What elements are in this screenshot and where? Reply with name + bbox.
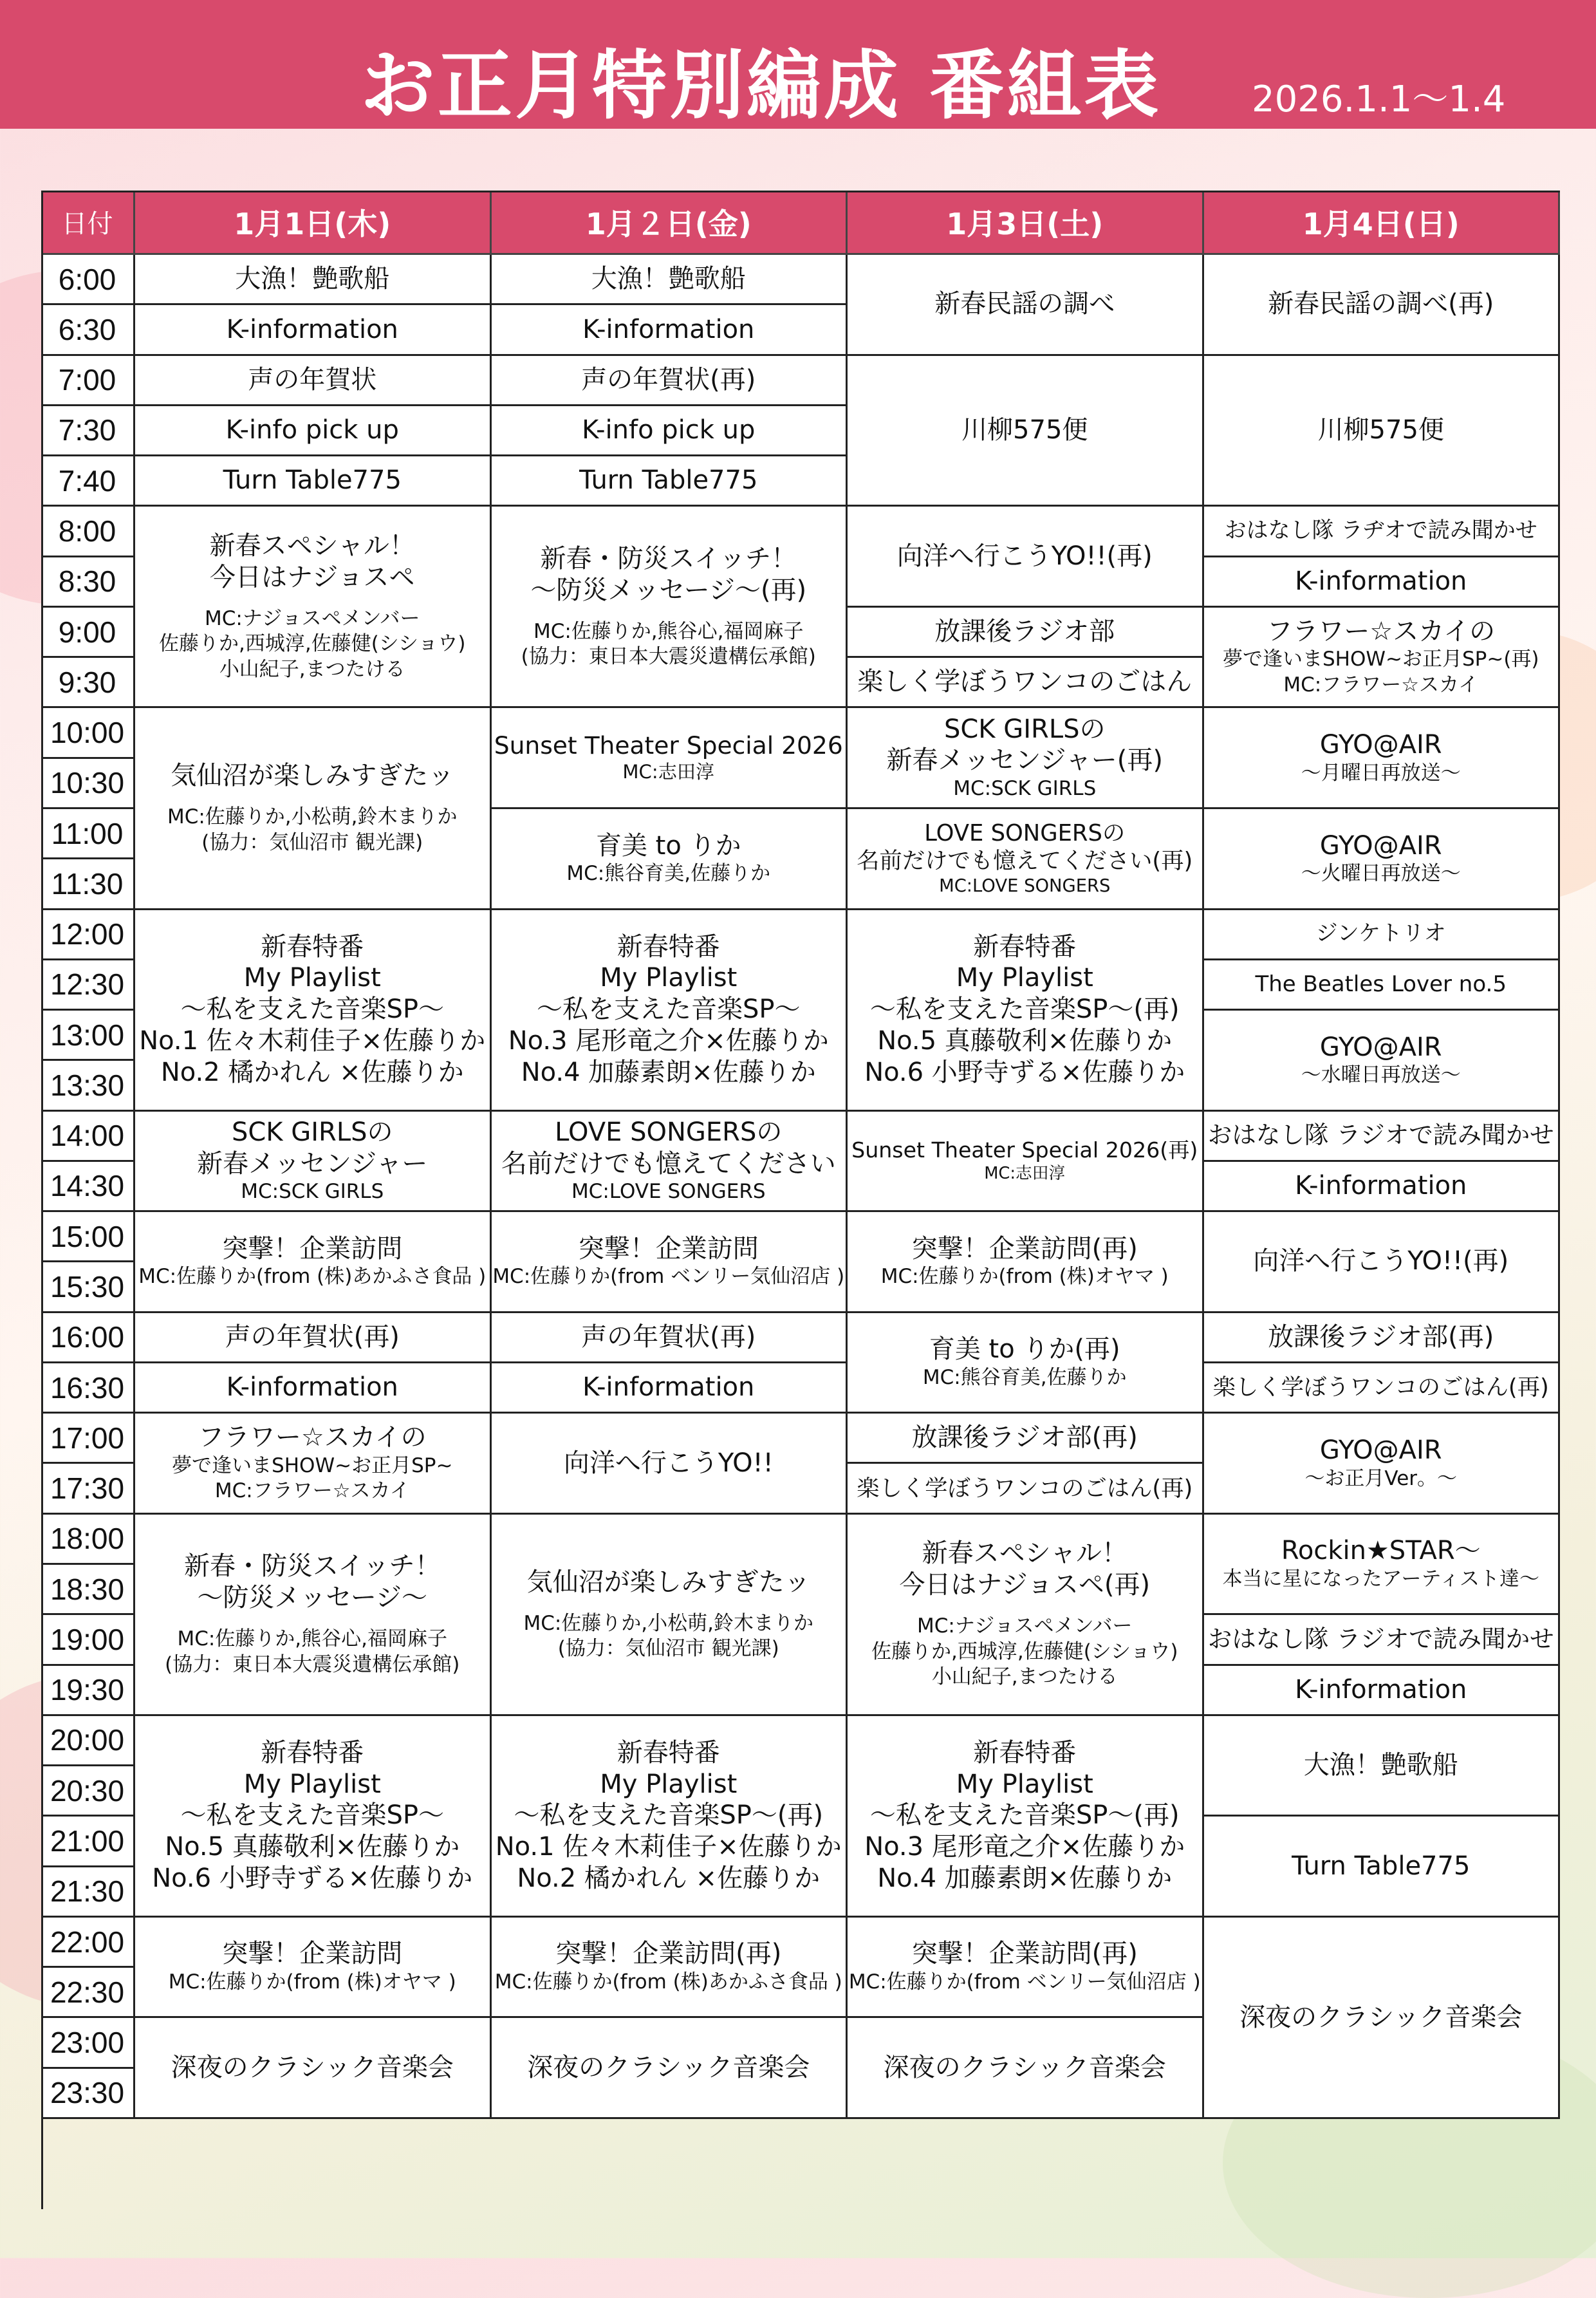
- program-cell: [848, 507, 1204, 608]
- program-title: おはなし隊 ラジオで読み聞かせ: [1207, 1121, 1554, 1150]
- time-slot-label: 16:00: [41, 1313, 135, 1363]
- time-slot-label: 20:00: [41, 1716, 135, 1766]
- program-title: 気仙沼が楽しみすぎたッ: [171, 761, 454, 791]
- program-title: 突撃！企業訪問(再): [911, 1233, 1138, 1264]
- program-title: Turn Table775: [1292, 1851, 1471, 1881]
- program-title: 育美 to りか(再): [929, 1334, 1120, 1365]
- program-title: 深夜のクラシック音楽会: [1239, 2002, 1523, 2032]
- program-title: 気仙沼が楽しみすぎたッ: [526, 1567, 810, 1597]
- program-cell: [848, 1464, 1204, 1514]
- program-detail: 本当に星になったアーティスト達〜: [1222, 1567, 1540, 1591]
- program-title: GYO@AIR: [1319, 1032, 1442, 1062]
- day-header-4: 1月4日(日): [1204, 191, 1561, 255]
- program-title: My Playlist: [956, 1769, 1093, 1799]
- program-cell: [135, 507, 492, 708]
- time-slot-label: 13:00: [41, 1011, 135, 1061]
- program-detail: MC:ナジョスペメンバー: [917, 1614, 1133, 1638]
- page-title: お正月特別編成 番組表: [360, 42, 1162, 129]
- program-detail: (協力：東日本大震災遺構伝承館): [521, 645, 816, 669]
- program-title: 声の年賀状: [248, 364, 377, 395]
- time-slot-label: 17:30: [41, 1464, 135, 1514]
- program-title: Turn Table775: [223, 465, 402, 496]
- program-detail: MC:佐藤りか(from (株)オヤマ ): [168, 1970, 456, 1994]
- program-title: 新春特番: [617, 1737, 720, 1768]
- program-cell: [492, 910, 848, 1112]
- program-title: 大漁！艶歌船: [591, 264, 746, 294]
- program-cell: [492, 1414, 848, 1515]
- time-slot-label: 18:30: [41, 1565, 135, 1615]
- time-slot-label: 15:30: [41, 1262, 135, 1312]
- program-detail: MC:SCK GIRLS: [953, 777, 1097, 801]
- date-range: 2026.1.1〜1.4: [1252, 79, 1506, 120]
- program-title: 〜私を支えた音楽SP〜: [536, 995, 801, 1025]
- time-slot-label: 21:00: [41, 1817, 135, 1867]
- program-cell: [1204, 1817, 1561, 1918]
- program-title: No.5 真藤敬利×佐藤りか: [165, 1832, 460, 1862]
- time-slot-label: 12:00: [41, 910, 135, 960]
- program-title: No.6 小野寺ずる×佐藤りか: [152, 1864, 473, 1894]
- program-title: LOVE SONGERSの: [924, 820, 1126, 847]
- program-cell: [492, 456, 848, 507]
- program-cell: [492, 1716, 848, 1918]
- program-title: 新春特番: [973, 931, 1077, 962]
- program-cell: [1204, 608, 1561, 709]
- table-margin-line: [41, 2119, 43, 2209]
- program-cell: [1204, 557, 1561, 608]
- program-title: 突撃！企業訪問(再): [555, 1939, 782, 1969]
- program-title: フラワー☆スカイの: [1267, 616, 1496, 646]
- program-cell: [135, 1414, 492, 1515]
- time-slot-label: 9:30: [41, 658, 135, 708]
- program-cell: [492, 1212, 848, 1313]
- program-title: 名前だけでも憶えてください(再): [857, 848, 1193, 875]
- program-cell: [492, 1313, 848, 1363]
- program-cell: [1204, 1212, 1561, 1313]
- program-title: No.6 小野寺ずる×佐藤りか: [864, 1057, 1185, 1087]
- program-cell: [492, 255, 848, 305]
- program-cell: [135, 708, 492, 910]
- program-cell: [492, 1515, 848, 1716]
- program-cell: [848, 1716, 1204, 1918]
- program-title: 新春特番: [261, 1737, 364, 1768]
- program-title: No.4 加藤素朗×佐藤りか: [521, 1057, 816, 1087]
- program-cell: [848, 708, 1204, 809]
- program-title: No.4 加藤素朗×佐藤りか: [877, 1864, 1173, 1894]
- program-title: 声の年賀状(再): [225, 1322, 400, 1352]
- program-title: 〜私を支えた音楽SP〜: [180, 995, 444, 1025]
- program-title: No.2 橘かれん ×佐藤りか: [160, 1057, 464, 1087]
- program-title: No.5 真藤敬利×佐藤りか: [877, 1025, 1173, 1056]
- program-title: 新春民謡の調べ(再): [1268, 289, 1494, 319]
- program-title: 放課後ラジオ部(再): [911, 1423, 1138, 1453]
- program-title: 楽しく学ぼうワンコのごはん(再): [1212, 1374, 1549, 1401]
- program-title: 大漁！艶歌船: [235, 264, 390, 294]
- time-slot-label: 23:30: [41, 2069, 135, 2119]
- program-cell: [135, 1112, 492, 1213]
- program-cell: [1204, 356, 1561, 507]
- program-cell: [848, 658, 1204, 708]
- program-cell: [492, 809, 848, 910]
- program-detail: MC:志田淳: [622, 761, 715, 783]
- program-detail: MC:熊谷育美,佐藤りか: [566, 862, 771, 886]
- program-title: 向洋へ行こうYO!!(再): [1253, 1246, 1509, 1276]
- program-title: 〜私を支えた音楽SP〜(再): [869, 1800, 1180, 1831]
- program-title: The Beatles Lover no.5: [1255, 971, 1507, 997]
- time-slot-label: 19:00: [41, 1615, 135, 1665]
- program-title: No.3 尾形竜之介×佐藤りか: [508, 1025, 829, 1056]
- time-slot-label: 14:30: [41, 1162, 135, 1212]
- program-cell: [848, 356, 1204, 507]
- program-title: 大漁！艶歌船: [1303, 1750, 1458, 1780]
- day-header-1: 1月1日(木): [135, 191, 492, 255]
- program-cell: [1204, 1515, 1561, 1616]
- program-title: ジンケトリオ: [1315, 920, 1446, 947]
- program-title: 新春特番: [973, 1737, 1077, 1768]
- time-slot-label: 18:00: [41, 1515, 135, 1565]
- program-detail: MC:佐藤りか(from (株)オヤマ ): [880, 1265, 1169, 1289]
- program-cell: [848, 2018, 1204, 2119]
- program-title: GYO@AIR: [1319, 1435, 1442, 1465]
- program-detail: 小山紀子,まつたける: [219, 658, 405, 682]
- program-title: 川柳575便: [1317, 415, 1444, 445]
- time-slot-label: 8:00: [41, 507, 135, 557]
- program-title: 向洋へ行こうYO!!(再): [896, 541, 1153, 571]
- program-cell: [1204, 910, 1561, 960]
- program-detail: (協力：気仙沼市 観光課): [201, 830, 423, 854]
- program-title: 〜防災メッセージ〜(再): [530, 575, 807, 605]
- time-slot-label: 10:00: [41, 708, 135, 758]
- program-title: 声の年賀状(再): [581, 1322, 756, 1352]
- program-title: 〜私を支えた音楽SP〜(再): [869, 995, 1180, 1025]
- time-slot-label: 12:30: [41, 960, 135, 1011]
- program-title: My Playlist: [600, 1769, 738, 1799]
- time-slot-label: 23:00: [41, 2018, 135, 2068]
- program-cell: [492, 305, 848, 355]
- program-cell: [492, 708, 848, 809]
- program-title: 新春・防災スイッチ！: [540, 543, 797, 574]
- program-title: 楽しく学ぼうワンコのごはん: [857, 667, 1192, 697]
- program-title: SCK GIRLSの: [943, 714, 1106, 744]
- program-title: LOVE SONGERSの: [555, 1117, 783, 1147]
- page-header: [0, 0, 1596, 129]
- program-title: おはなし隊 ラヂオで読み聞かせ: [1224, 518, 1537, 544]
- program-detail: MC:SCK GIRLS: [241, 1180, 384, 1204]
- program-title: 新春メッセンジャー: [197, 1148, 428, 1179]
- program-title: 新春メッセンジャー(再): [886, 745, 1163, 776]
- program-title: K-info pick up: [582, 415, 756, 445]
- program-title: 新春民謡の調べ: [934, 289, 1115, 319]
- program-title: 深夜のクラシック音楽会: [171, 2052, 454, 2082]
- program-title: My Playlist: [600, 963, 738, 993]
- program-title: K-information: [582, 1372, 755, 1403]
- program-detail: MC:佐藤りか,熊谷心,福岡麻子: [533, 619, 804, 643]
- program-cell: [135, 2018, 492, 2119]
- program-title: 深夜のクラシック音楽会: [883, 2052, 1166, 2082]
- program-cell: [1204, 1011, 1561, 1112]
- program-title: 深夜のクラシック音楽会: [527, 2052, 810, 2082]
- time-slot-label: 13:30: [41, 1061, 135, 1111]
- program-title: No.1 佐々木莉佳子×佐藤りか: [139, 1025, 486, 1056]
- program-detail: 〜月曜日再放送〜: [1301, 761, 1461, 785]
- program-title: 新春・防災スイッチ！: [184, 1551, 441, 1582]
- program-title: K-info pick up: [225, 415, 399, 445]
- program-cell: [1204, 960, 1561, 1011]
- program-cell: [135, 1212, 492, 1313]
- time-slot-label: 11:00: [41, 809, 135, 859]
- program-cell: [135, 456, 492, 507]
- program-detail: MC:佐藤りか,小松萌,鈴木まりか: [167, 805, 458, 829]
- program-title: Turn Table775: [579, 465, 758, 496]
- program-cell: [492, 1112, 848, 1213]
- program-cell: [1204, 1363, 1561, 1414]
- time-slot-label: 10:30: [41, 759, 135, 809]
- day-header-3: 1月3日(土): [848, 191, 1204, 255]
- program-cell: [848, 255, 1204, 356]
- time-slot-label: 21:30: [41, 1867, 135, 1918]
- program-detail: 〜水曜日再放送〜: [1301, 1063, 1461, 1087]
- program-title: No.3 尾形竜之介×佐藤りか: [864, 1832, 1185, 1862]
- program-cell: [1204, 1162, 1561, 1212]
- program-title: 突撃！企業訪問(再): [911, 1939, 1138, 1969]
- program-cell: [1204, 1615, 1561, 1665]
- program-detail: MC:ナジョスペメンバー: [205, 606, 420, 630]
- program-cell: [1204, 1414, 1561, 1515]
- program-title: フラワー☆スカイの: [198, 1422, 427, 1452]
- program-title: GYO@AIR: [1319, 729, 1442, 760]
- program-schedule-table: [41, 191, 1560, 2119]
- program-title: 突撃！企業訪問: [222, 1939, 403, 1969]
- program-cell: [848, 1414, 1204, 1464]
- program-detail: MC:佐藤りか,小松萌,鈴木まりか: [523, 1611, 814, 1635]
- program-detail: MC:フラワー☆スカイ: [214, 1479, 410, 1503]
- program-cell: [1204, 507, 1561, 557]
- program-title: 新春スペシャル！: [922, 1538, 1127, 1569]
- program-cell: [1204, 1112, 1561, 1162]
- program-title: K-information: [1295, 566, 1467, 596]
- time-slot-label: 8:30: [41, 557, 135, 608]
- time-slot-label: 17:00: [41, 1414, 135, 1464]
- program-cell: [135, 1363, 492, 1414]
- program-detail: 小山紀子,まつたける: [931, 1665, 1118, 1689]
- program-cell: [492, 1363, 848, 1414]
- program-title: 新春特番: [261, 931, 364, 962]
- program-detail: MC:佐藤りか(from ベンリー気仙沼店 ): [848, 1970, 1201, 1994]
- time-slot-label: 20:30: [41, 1766, 135, 1817]
- program-title: K-information: [1295, 1171, 1467, 1201]
- program-title: No.2 橘かれん ×佐藤りか: [517, 1864, 821, 1894]
- program-cell: [1204, 1918, 1561, 2119]
- time-slot-label: 14:00: [41, 1112, 135, 1162]
- program-cell: [1204, 1313, 1561, 1363]
- program-title: K-information: [226, 1372, 398, 1403]
- program-detail: (協力：気仙沼市 観光課): [557, 1637, 779, 1661]
- program-cell: [848, 608, 1204, 658]
- program-cell: [848, 1918, 1204, 2019]
- program-cell: [848, 910, 1204, 1112]
- program-cell: [1204, 255, 1561, 356]
- program-cell: [1204, 809, 1561, 910]
- time-slot-label: 15:00: [41, 1212, 135, 1262]
- program-cell: [492, 2018, 848, 2119]
- time-slot-label: 9:00: [41, 608, 135, 658]
- program-cell: [135, 1918, 492, 2019]
- program-title: My Playlist: [243, 1769, 381, 1799]
- program-cell: [492, 356, 848, 406]
- program-detail: MC:熊谷育美,佐藤りか: [922, 1366, 1127, 1389]
- corner-date-label: 日付: [41, 191, 135, 255]
- program-title: 〜私を支えた音楽SP〜: [180, 1800, 444, 1831]
- program-detail: MC:佐藤りか(from (株)あかふさ食品 ): [494, 1970, 842, 1994]
- program-cell: [848, 809, 1204, 910]
- program-title: 川柳575便: [961, 415, 1088, 445]
- program-cell: [492, 1918, 848, 2019]
- program-title: 声の年賀状(再): [581, 364, 756, 395]
- program-title: 新春特番: [617, 931, 720, 962]
- program-cell: [492, 406, 848, 456]
- program-detail: MC:佐藤りか(from ベンリー気仙沼店 ): [492, 1265, 845, 1289]
- program-title: 楽しく学ぼうワンコのごはん(再): [857, 1475, 1193, 1502]
- program-cell: [135, 1515, 492, 1716]
- program-cell: [135, 1313, 492, 1363]
- time-slot-label: 7:30: [41, 406, 135, 456]
- program-title: My Playlist: [243, 963, 381, 993]
- program-title: SCK GIRLSの: [231, 1117, 393, 1147]
- program-detail: 〜お正月Ver。〜: [1304, 1466, 1458, 1490]
- time-slot-label: 19:30: [41, 1666, 135, 1716]
- program-title: 突撃！企業訪問: [578, 1233, 759, 1264]
- program-detail: MC:佐藤りか,熊谷心,福岡麻子: [177, 1627, 448, 1650]
- program-cell: [135, 406, 492, 456]
- time-slot-label: 6:00: [41, 255, 135, 305]
- time-slot-label: 22:00: [41, 1918, 135, 1968]
- day-header-2: 1月２日(金): [492, 191, 848, 255]
- program-cell: [135, 910, 492, 1112]
- program-title: 放課後ラジオ部(再): [1268, 1322, 1494, 1352]
- program-title: 名前だけでも憶えてください: [501, 1148, 836, 1179]
- program-detail: 佐藤りか,西城淳,佐藤健(シショウ): [871, 1639, 1178, 1663]
- time-slot-label: 16:30: [41, 1363, 135, 1414]
- program-detail: 佐藤りか,西城淳,佐藤健(シショウ): [159, 632, 466, 656]
- program-cell: [135, 356, 492, 406]
- program-title: 育美 to りか: [595, 830, 741, 861]
- program-title: 〜防災メッセージ〜: [197, 1583, 428, 1613]
- program-title: GYO@AIR: [1319, 830, 1442, 861]
- program-cell: [848, 1112, 1204, 1213]
- program-title: Sunset Theater Special 2026(再): [851, 1137, 1198, 1163]
- program-title: 〜私を支えた音楽SP〜(再): [514, 1800, 824, 1831]
- program-title: My Playlist: [956, 963, 1093, 993]
- program-detail: (協力：東日本大震災遺構伝承館): [165, 1652, 460, 1676]
- program-title: Rockin★STAR〜: [1281, 1536, 1481, 1566]
- program-title: 放課後ラジオ部: [934, 617, 1115, 647]
- program-cell: [848, 1212, 1204, 1313]
- program-cell: [848, 1313, 1204, 1414]
- program-detail: 〜火曜日再放送〜: [1301, 862, 1461, 886]
- program-cell: [492, 507, 848, 708]
- time-slot-label: 7:00: [41, 356, 135, 406]
- program-title: K-information: [582, 314, 755, 344]
- program-cell: [135, 305, 492, 355]
- program-detail: 夢で逢いまSHOW~お正月SP~(再): [1222, 648, 1539, 671]
- program-title: K-information: [1295, 1674, 1467, 1705]
- program-title: No.1 佐々木莉佳子×佐藤りか: [495, 1832, 842, 1862]
- program-title: 新春スペシャル！: [209, 531, 415, 561]
- time-slot-label: 7:40: [41, 456, 135, 507]
- program-title: 向洋へ行こうYO!!: [563, 1448, 774, 1478]
- time-slot-label: 6:30: [41, 305, 135, 355]
- program-detail: 夢で逢いまSHOW~お正月SP~: [172, 1453, 453, 1477]
- program-cell: [1204, 1716, 1561, 1817]
- program-title: おはなし隊 ラジオで読み聞かせ: [1207, 1625, 1554, 1653]
- program-title: 今日はナジョスペ: [210, 562, 415, 592]
- program-detail: MC:フラワー☆スカイ: [1283, 673, 1479, 697]
- program-cell: [1204, 1666, 1561, 1716]
- program-title: 突撃！企業訪問: [222, 1233, 403, 1264]
- program-detail: MC:佐藤りか(from (株)あかふさ食品 ): [138, 1265, 487, 1289]
- program-title: K-information: [226, 314, 398, 344]
- time-slot-label: 11:30: [41, 859, 135, 910]
- program-detail: MC:志田淳: [984, 1164, 1066, 1184]
- program-detail: MC:LOVE SONGERS: [571, 1180, 766, 1204]
- program-cell: [135, 1716, 492, 1918]
- program-cell: [848, 1515, 1204, 1716]
- program-detail: MC:LOVE SONGERS: [939, 876, 1111, 897]
- program-title: 今日はナジョスペ(再): [899, 1570, 1151, 1600]
- program-cell: [135, 255, 492, 305]
- program-cell: [1204, 708, 1561, 809]
- time-slot-label: 22:30: [41, 1968, 135, 2018]
- program-title: Sunset Theater Special 2026: [494, 731, 843, 760]
